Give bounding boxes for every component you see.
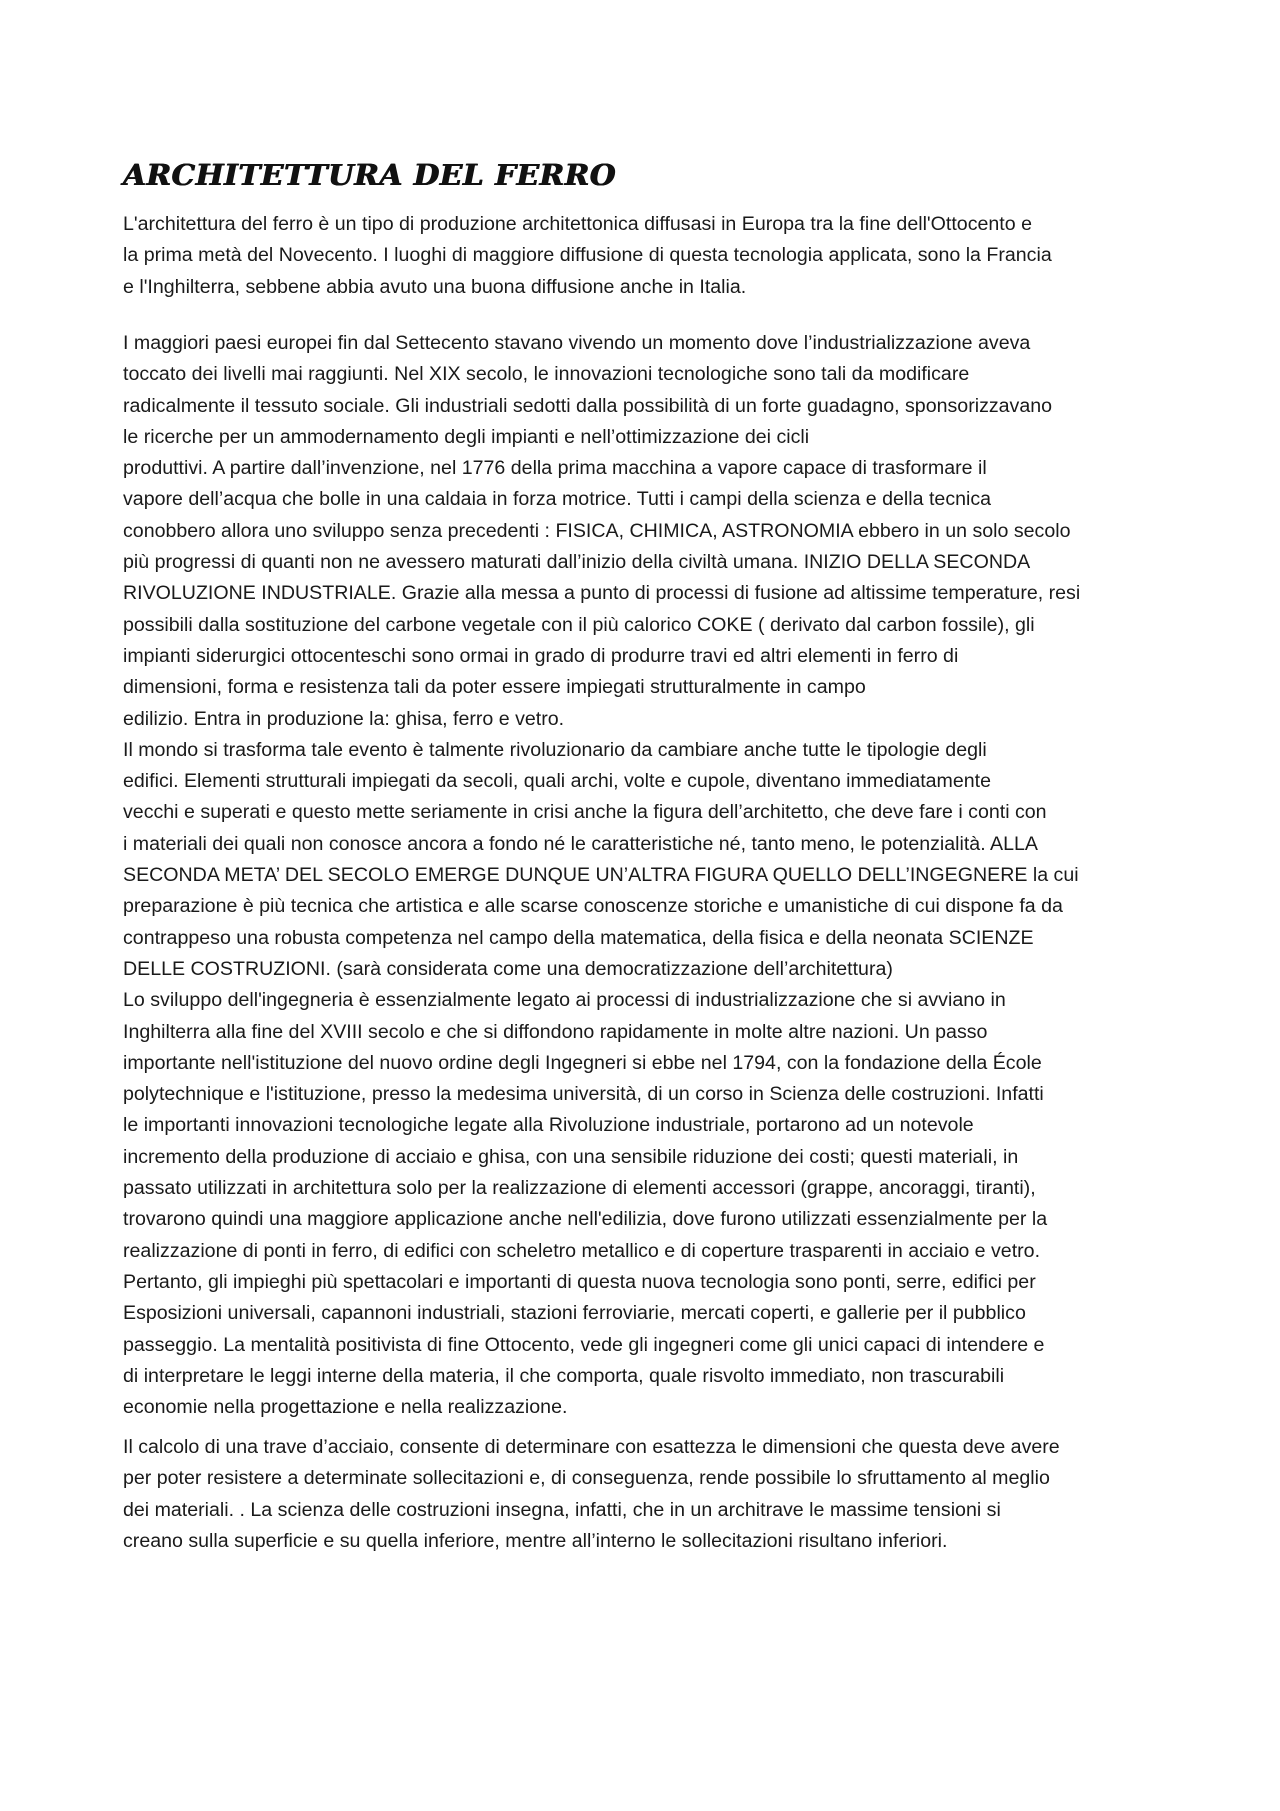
text-line: I maggiori paesi europei fin dal Settecento stavano vivendo un momento dove l’industrializzazione aveva [123, 332, 1031, 354]
text-line: le importanti innovazioni tecnologiche legate alla Rivoluzione industriale, portarono ad un notevole [123, 1114, 974, 1137]
text-line: Lo sviluppo dell'ingegneria è essenzialmente legato ai processi di industrializzazione che si avviano in [123, 989, 1006, 1012]
text-line: impianti siderurgici ottocenteschi sono ormai in grado di produrre travi ed altri elementi in ferro di [123, 644, 959, 667]
text-line: dei materiali. . La scienza delle costruzioni insegna, infatti, che in un architrave le massime tensioni si [123, 1498, 1001, 1521]
text-line: importante nell'istituzione del nuovo ordine degli Ingegneri si ebbe nel 1794, con la fondazione della École [123, 1051, 1042, 1074]
text-line: economie nella progettazione e nella realizzazione. [123, 1396, 568, 1419]
text-line: i materiali dei quali non conosce ancora a fondo né le caratteristiche né, tanto meno, le potenzialità. ALLA [123, 832, 1038, 855]
text-line: dimensioni, forma e resistenza tali da poter essere impiegati strutturalmente in campo [123, 676, 866, 699]
text-line: toccato dei livelli mai raggiunti. Nel XIX secolo, le innovazioni tecnologiche sono tali da modificare [123, 363, 970, 386]
text-line: edilizio. Entra in produzione la: ghisa, ferro e vetro. [123, 707, 565, 730]
text-line: edifici. Elementi strutturali impiegati da secoli, quali archi, volte e cupole, diventano immediatamente [123, 770, 992, 793]
text-line: realizzazione di ponti in ferro, di edifici con scheletro metallico e di coperture trasparenti in acciaio e vetro. [123, 1239, 1041, 1262]
text-line: passato utilizzati in architettura solo per la realizzazione di elementi accessori (grappe, ancoraggi, tiranti), [123, 1177, 1036, 1200]
text-line: passeggio. La mentalità positivista di fine Ottocento, vede gli ingegneri come gli unici capaci di intendere e [123, 1333, 1045, 1356]
text-line: DELLE COSTRUZIONI. (sarà considerata come una democratizzazione dell’architettura) [123, 957, 893, 980]
text-line: radicalmente il tessuto sociale. Gli industriali sedotti dalla possibilità di un forte guadagno, sponsorizzavano [123, 394, 1053, 417]
text-line: creano sulla superficie e su quella inferiore, mentre all’interno le sollecitazioni risultano inferiori. [123, 1529, 948, 1552]
text-line: Il mondo si trasforma tale evento è talmente rivoluzionario da cambiare anche tutte le tipologie degli [123, 738, 987, 761]
text-line: di interpretare le leggi interne della materia, il che comporta, quale risvolto immediato, non trascurabili [123, 1364, 1005, 1387]
text-line: la prima metà del Novecento. I luoghi di maggiore diffusione di questa tecnologia applicata, sono la Francia [123, 244, 1052, 267]
text-line: le ricerche per un ammodernamento degli impianti e nell’ottimizzazione dei cicli [123, 425, 810, 448]
text-line: più progressi di quanti non ne avessero maturati dall’inizio della civiltà umana. INIZIO DELLA SECONDA [123, 551, 1031, 574]
text-line: possibili dalla sostituzione del carbone vegetale con il più calorico COKE ( derivato dal carbon fossile), gli [123, 613, 1035, 636]
text-line: vecchi e superati e questo mette seriamente in crisi anche la figura dell’architetto, che deve fare i conti con [123, 801, 1047, 824]
text-line: RIVOLUZIONE INDUSTRIALE. Grazie alla messa a punto di processi di fusione ad altissime temperature, resi [123, 582, 1081, 605]
paragraph-intro [123, 209, 1168, 303]
text-line: Esposizioni universali, capannoni industriali, stazioni ferroviarie, mercati coperti, e gallerie per il pubblico [123, 1302, 1026, 1325]
text-line: contrappeso una robusta competenza nel campo della matematica, della fisica e della neonata SCIENZE [123, 926, 1034, 949]
text-line: polytechnique e l'istituzione, presso la medesima università, di un corso in Scienza delle costruzioni. Infatti [123, 1083, 1044, 1106]
text-line: conobbero allora uno sviluppo senza precedenti : FISICA, CHIMICA, ASTRONOMIA ebbero in un solo secolo [123, 519, 1071, 542]
text-line: e l'Inghilterra, sebbene abbia avuto una buona diffusione anche in Italia. [123, 275, 747, 298]
text-line: Il calcolo di una trave d’acciaio, consente di determinare con esattezza le dimensioni che questa deve avere [123, 1436, 1060, 1458]
text-line: produttivi. A partire dall’invenzione, nel 1776 della prima macchina a vapore capace di trasformare il [123, 457, 987, 480]
text-line: per poter resistere a determinate sollecitazioni e, di conseguenza, rende possibile lo sfruttamento al meglio [123, 1467, 1050, 1490]
text-line: Pertanto, gli impieghi più spettacolari e importanti di questa nuova tecnologia sono ponti, serre, edifici per [123, 1270, 1036, 1293]
text-line: preparazione è più tecnica che artistica e alle scarse conoscenze storiche e umanistiche di cui dispone fa da [123, 895, 1063, 918]
text-line: Inghilterra alla fine del XVIII secolo e che si diffondono rapidamente in molte altre nazioni. Un passo [123, 1020, 988, 1043]
paragraph-beam-calculation [123, 1432, 1168, 1557]
text-line: vapore dell’acqua che bolle in una caldaia in forza motrice. Tutti i campi della scienza e della tecnica [123, 488, 992, 511]
text-line: incremento della produzione di acciaio e ghisa, con una sensibile riduzione dei costi; questi materiali, in [123, 1145, 1019, 1168]
paragraph-history [123, 328, 1168, 1423]
text-line: L'architettura del ferro è un tipo di produzione architettonica diffusasi in Europa tra la fine dell'Ottocento e [123, 213, 1032, 235]
text-line: SECONDA META’ DEL SECOLO EMERGE DUNQUE UN’ALTRA FIGURA QUELLO DELL’INGEGNERE la cui [123, 864, 1079, 887]
text-line: trovarono quindi una maggiore applicazione anche nell'edilizia, dove furono utilizzati essenzialmente per la [123, 1208, 1048, 1231]
document-title: ARCHITETTURA DEL FERRO [123, 158, 617, 192]
